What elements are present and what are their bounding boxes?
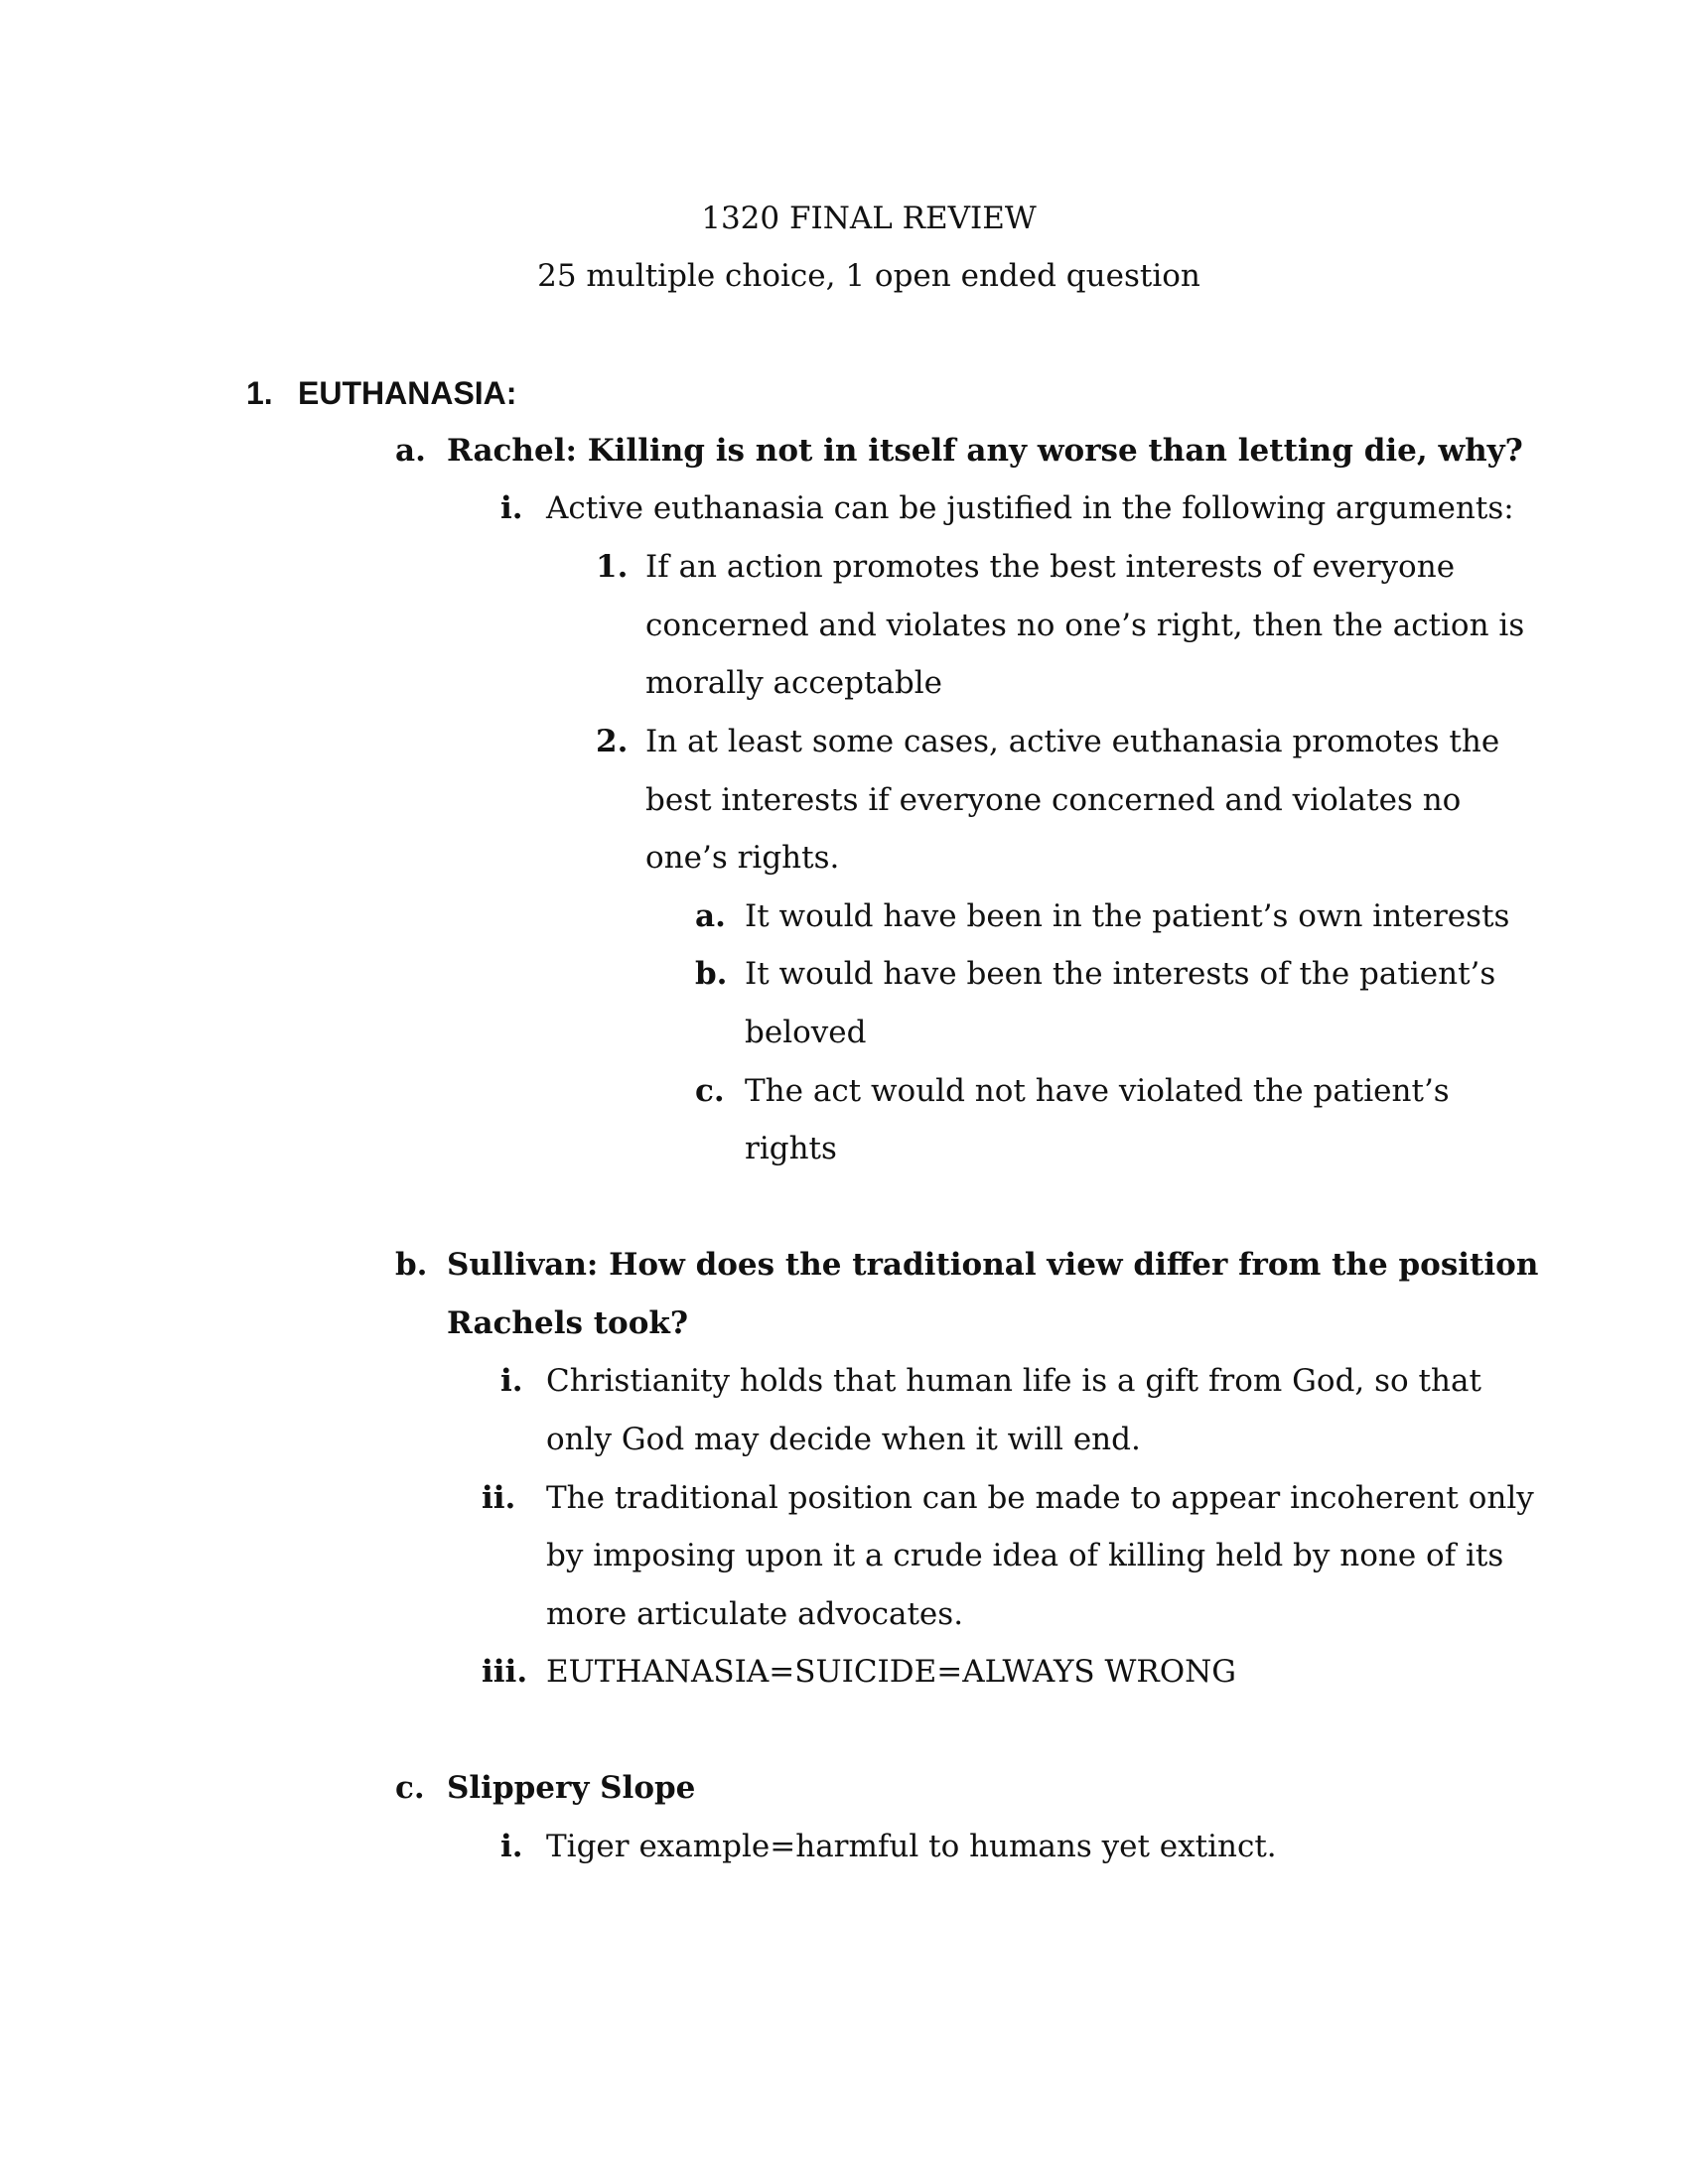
item-b-i-text: only God may decide when it will end. [546,1422,1141,1457]
subpoint-b-text: beloved [745,1015,867,1050]
page-subtitle: 25 multiple choice, 1 open ended question [537,258,1200,294]
item-b-ii-label: ii. [482,1480,516,1516]
item-b-heading: Sullivan: How does the traditional view differ from the position [447,1247,1539,1283]
subpoint-a-text: It would have been in the patient’s own interests [745,898,1510,934]
item-a-heading: Rachel: Killing is not in itself any worse than letting die, why? [447,433,1523,469]
item-b-iii-text: EUTHANASIA=SUICIDE=ALWAYS WRONG [546,1654,1237,1690]
item-b-ii-text: The traditional position can be made to appear incoherent only [546,1480,1534,1516]
premise-1-label: 1. [596,549,629,585]
subpoint-c-text: The act would not have violated the patient’s [745,1073,1450,1109]
subpoint-c-label: c. [695,1073,725,1109]
premise-2-line: one’s rights. [645,840,840,876]
item-b-iii-label: iii. [482,1654,528,1690]
item-b-i-label: i. [500,1363,523,1399]
premise-1-line: concerned and violates no one’s right, then the action is [645,608,1525,643]
premise-2-line: In at least some cases, active euthanasia promotes the [645,724,1500,759]
subpoint-b-label: b. [695,956,728,992]
item-c-i-label: i. [500,1829,523,1864]
item-a-i-text: Active euthanasia can be justified in the following arguments: [546,490,1514,526]
section-1-heading: EUTHANASIA: [298,375,517,411]
item-c-heading: Slippery Slope [447,1770,696,1806]
premise-2-label: 2. [596,724,629,759]
page-title: 1320 FINAL REVIEW [701,201,1037,236]
section-1-number: 1. [246,375,273,411]
item-a-label: a. [395,433,426,469]
subpoint-b-text: It would have been the interests of the patient’s [745,956,1496,992]
subpoint-c-text: rights [745,1131,837,1166]
item-c-i-text: Tiger example=harmful to humans yet extinct. [546,1829,1277,1864]
item-b-ii-text: more articulate advocates. [546,1596,964,1632]
subpoint-a-label: a. [695,898,726,934]
item-b-label: b. [395,1247,428,1283]
item-c-label: c. [395,1770,425,1806]
item-b-ii-text: by imposing upon it a crude idea of killing held by none of its [546,1538,1504,1573]
premise-1-line: morally acceptable [645,665,942,701]
item-a-i-label: i. [500,490,523,526]
item-b-heading: Rachels took? [447,1305,689,1341]
premise-1-line: If an action promotes the best interests of everyone [645,549,1456,585]
premise-2-line: best interests if everyone concerned and violates no [645,782,1462,818]
item-b-i-text: Christianity holds that human life is a gift from God, so that [546,1363,1481,1399]
